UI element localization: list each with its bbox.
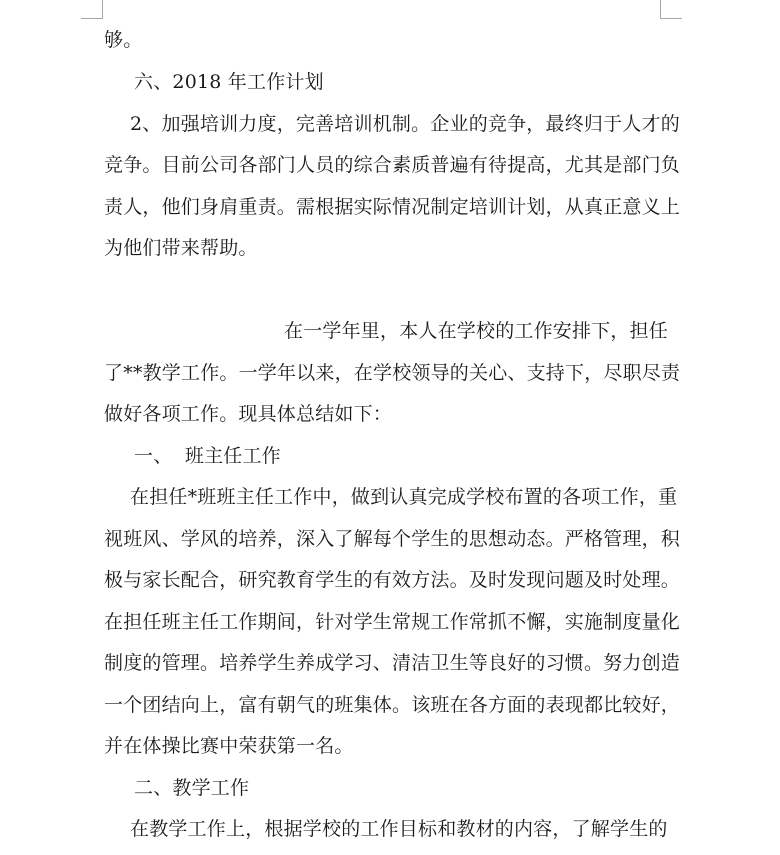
text-line: 在担任*班班主任工作中，做到认真完成学校布置的各项工作，重 <box>130 486 678 508</box>
page-corner-mark-top-right <box>660 0 682 19</box>
text-line: 一个团结向上，富有朝气的班集体。该班在各方面的表现都比较好， <box>104 694 681 716</box>
text-line: 在担任班主任工作期间，针对学生常规工作常抓不懈，实施制度量化 <box>104 611 681 633</box>
text-line: 并在体操比赛中荣获第一名。 <box>104 735 354 757</box>
text-line: 责人，他们身肩重责。需根据实际情况制定培训计划，从真正意义上 <box>104 196 681 218</box>
page-corner-mark-top-left <box>81 0 103 19</box>
section-heading: 二、教学工作 <box>134 777 250 799</box>
text-line: 够。 <box>104 29 143 51</box>
text-line: 制度的管理。培养学生养成学习、清洁卫生等良好的习惯。努力创造 <box>104 652 681 674</box>
text-line: 为他们带来帮助。 <box>104 237 258 259</box>
text-line: 视班风、学风的培养，深入了解每个学生的思想动态。严格管理，积 <box>104 528 681 550</box>
text-line: 做好各项工作。现具体总结如下： <box>104 403 393 425</box>
text-line: 了**教学工作。一学年以来，在学校领导的关心、支持下，尽职尽责 <box>104 362 681 384</box>
text-line: 在教学工作上，根据学校的工作目标和教材的内容，了解学生的 <box>130 818 668 840</box>
text-line: 在一学年里，本人在学校的工作安排下，担任 <box>284 320 669 342</box>
text-line: 竞争。目前公司各部门人员的综合素质普遍有待提高，尤其是部门负 <box>104 154 681 176</box>
text-line: 2、加强培训力度，完善培训机制。企业的竞争，最终归于人才的 <box>130 113 680 135</box>
section-heading: 六、2018 年工作计划 <box>134 71 324 93</box>
section-heading: 一、 班主任工作 <box>134 445 281 467</box>
text-line: 极与家长配合，研究教育学生的有效方法。及时发现问题及时处理。 <box>104 569 681 591</box>
